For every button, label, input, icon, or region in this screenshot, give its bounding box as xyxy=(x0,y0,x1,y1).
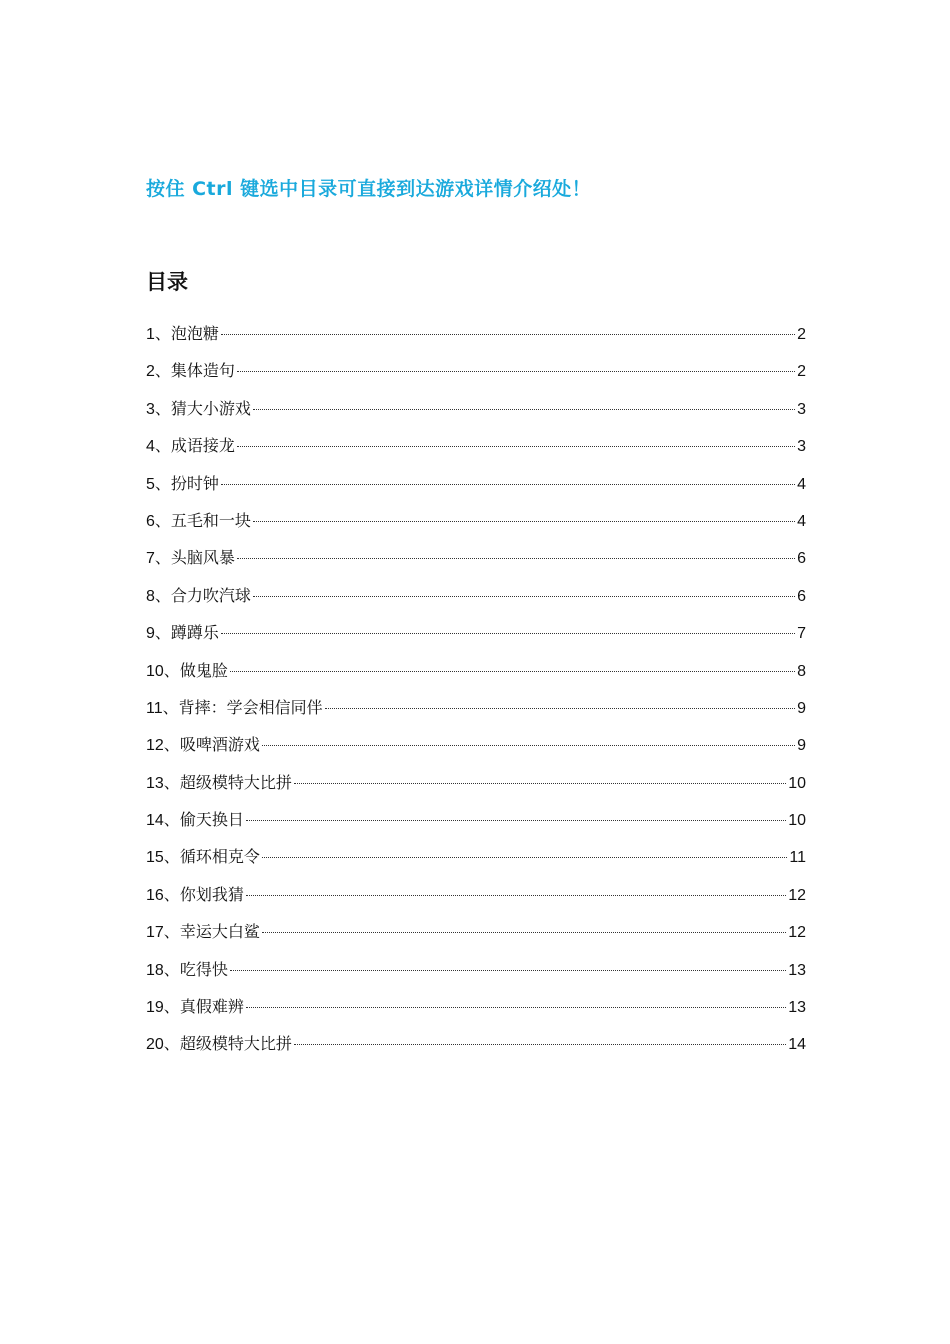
toc-entry-page: 11 xyxy=(789,849,806,867)
toc-entry-page: 10 xyxy=(788,812,806,830)
toc-entry-title: 头脑风暴 xyxy=(170,548,235,568)
toc-entry-page: 14 xyxy=(788,1036,806,1054)
toc-entry[interactable] xyxy=(146,694,806,731)
toc-list xyxy=(146,320,806,1068)
toc-entry-page: 2 xyxy=(797,326,806,343)
toc-entry-page: 13 xyxy=(788,961,806,979)
toc-entry-number: 15、 xyxy=(146,849,180,867)
toc-entry-title: 猜大小游戏 xyxy=(170,398,251,418)
toc-entry-title: 泡泡糖 xyxy=(170,324,219,343)
toc-entry-number: 1、 xyxy=(146,326,171,343)
toc-entry-title: 偷天换日 xyxy=(179,810,244,830)
toc-dot-leader xyxy=(246,895,786,896)
toc-entry[interactable] xyxy=(146,1030,806,1067)
toc-entry[interactable] xyxy=(146,395,806,432)
toc-dot-leader xyxy=(230,671,795,672)
toc-entry-page: 10 xyxy=(788,774,806,792)
toc-entry-number: 12、 xyxy=(146,737,180,755)
toc-entry-number: 13、 xyxy=(146,774,180,792)
toc-entry[interactable] xyxy=(146,731,806,768)
toc-entry-title: 循环相克令 xyxy=(179,847,260,867)
toc-entry-number: 9、 xyxy=(146,625,171,643)
ctrl-click-notice: 按住 Ctrl 键选中目录可直接到达游戏详情介绍处！ xyxy=(146,178,592,200)
toc-dot-leader xyxy=(221,484,795,485)
toc-dot-leader xyxy=(237,371,795,372)
toc-entry-number: 5、 xyxy=(146,475,171,493)
toc-entry-title: 合力吹汽球 xyxy=(170,585,251,605)
toc-entry-number: 11、 xyxy=(146,699,179,717)
toc-dot-leader xyxy=(237,446,795,447)
toc-entry[interactable] xyxy=(146,470,806,507)
toc-entry[interactable] xyxy=(146,918,806,955)
toc-entry-title: 做鬼脸 xyxy=(179,660,228,680)
toc-entry[interactable] xyxy=(146,956,806,993)
toc-entry-title: 幸运大白鲨 xyxy=(179,922,260,942)
toc-dot-leader xyxy=(253,521,795,522)
toc-entry[interactable] xyxy=(146,544,806,581)
toc-entry[interactable] xyxy=(146,357,806,394)
toc-entry[interactable] xyxy=(146,881,806,918)
toc-entry[interactable] xyxy=(146,843,806,880)
toc-entry-number: 2、 xyxy=(146,363,171,381)
toc-entry-title: 蹲蹲乐 xyxy=(170,623,219,643)
toc-entry[interactable] xyxy=(146,993,806,1030)
toc-dot-leader xyxy=(262,932,786,933)
toc-entry-number: 8、 xyxy=(146,587,171,605)
toc-dot-leader xyxy=(294,1044,786,1045)
toc-entry-number: 18、 xyxy=(146,961,180,979)
toc-entry-page: 6 xyxy=(797,550,806,568)
toc-entry[interactable] xyxy=(146,769,806,806)
toc-dot-leader xyxy=(294,783,786,784)
toc-entry[interactable] xyxy=(146,432,806,469)
toc-entry[interactable] xyxy=(146,657,806,694)
toc-dot-leader xyxy=(221,633,795,634)
toc-entry-page: 12 xyxy=(788,924,806,942)
toc-heading: 目录 xyxy=(146,270,188,294)
toc-entry-title: 背摔：学会相信同伴 xyxy=(178,697,323,717)
toc-dot-leader xyxy=(246,1007,786,1008)
toc-entry-title: 集体造句 xyxy=(170,361,235,381)
toc-entry-title: 真假难辨 xyxy=(179,997,244,1017)
toc-entry[interactable] xyxy=(146,320,806,357)
toc-entry-number: 4、 xyxy=(146,438,171,456)
toc-entry-title: 成语接龙 xyxy=(170,436,235,456)
toc-dot-leader xyxy=(262,745,795,746)
toc-entry-number: 10、 xyxy=(146,662,180,680)
toc-entry-page: 8 xyxy=(797,662,806,680)
toc-entry-title: 五毛和一块 xyxy=(170,510,251,530)
toc-entry-page: 4 xyxy=(797,475,806,493)
toc-entry-title: 扮时钟 xyxy=(170,473,219,493)
toc-entry[interactable] xyxy=(146,582,806,619)
toc-entry-page: 2 xyxy=(797,363,806,381)
toc-entry-title: 吃得快 xyxy=(179,959,228,979)
toc-entry[interactable] xyxy=(146,507,806,544)
toc-dot-leader xyxy=(237,558,795,559)
toc-entry-number: 19、 xyxy=(146,999,180,1017)
toc-entry-title: 吸啤酒游戏 xyxy=(179,735,260,755)
toc-entry-title: 超级模特大比拼 xyxy=(179,772,292,792)
toc-entry-page: 6 xyxy=(797,587,806,605)
toc-entry-page: 13 xyxy=(788,999,806,1017)
toc-dot-leader xyxy=(262,857,788,858)
toc-entry[interactable] xyxy=(146,806,806,843)
toc-entry-number: 6、 xyxy=(146,512,171,530)
toc-dot-leader xyxy=(253,409,795,410)
toc-entry-title: 超级模特大比拼 xyxy=(179,1034,292,1054)
toc-dot-leader xyxy=(246,820,786,821)
toc-entry-number: 16、 xyxy=(146,886,180,904)
toc-dot-leader xyxy=(253,596,795,597)
toc-entry-page: 9 xyxy=(797,737,806,755)
toc-entry-page: 12 xyxy=(788,886,806,904)
toc-entry-page: 7 xyxy=(797,625,806,643)
toc-dot-leader xyxy=(230,970,786,971)
toc-dot-leader xyxy=(325,708,795,709)
toc-entry-title: 你划我猜 xyxy=(179,884,244,904)
toc-entry-page: 3 xyxy=(797,400,806,418)
toc-entry-page: 3 xyxy=(797,438,806,456)
toc-entry-page: 9 xyxy=(797,699,806,717)
toc-entry-number: 17、 xyxy=(146,924,180,942)
toc-entry-number: 14、 xyxy=(146,812,180,830)
toc-entry-page: 4 xyxy=(797,512,806,530)
toc-entry-number: 20、 xyxy=(146,1036,180,1054)
toc-entry-number: 3、 xyxy=(146,400,171,418)
toc-entry-number: 7、 xyxy=(146,550,171,568)
toc-dot-leader xyxy=(221,334,795,335)
toc-entry[interactable] xyxy=(146,619,806,656)
